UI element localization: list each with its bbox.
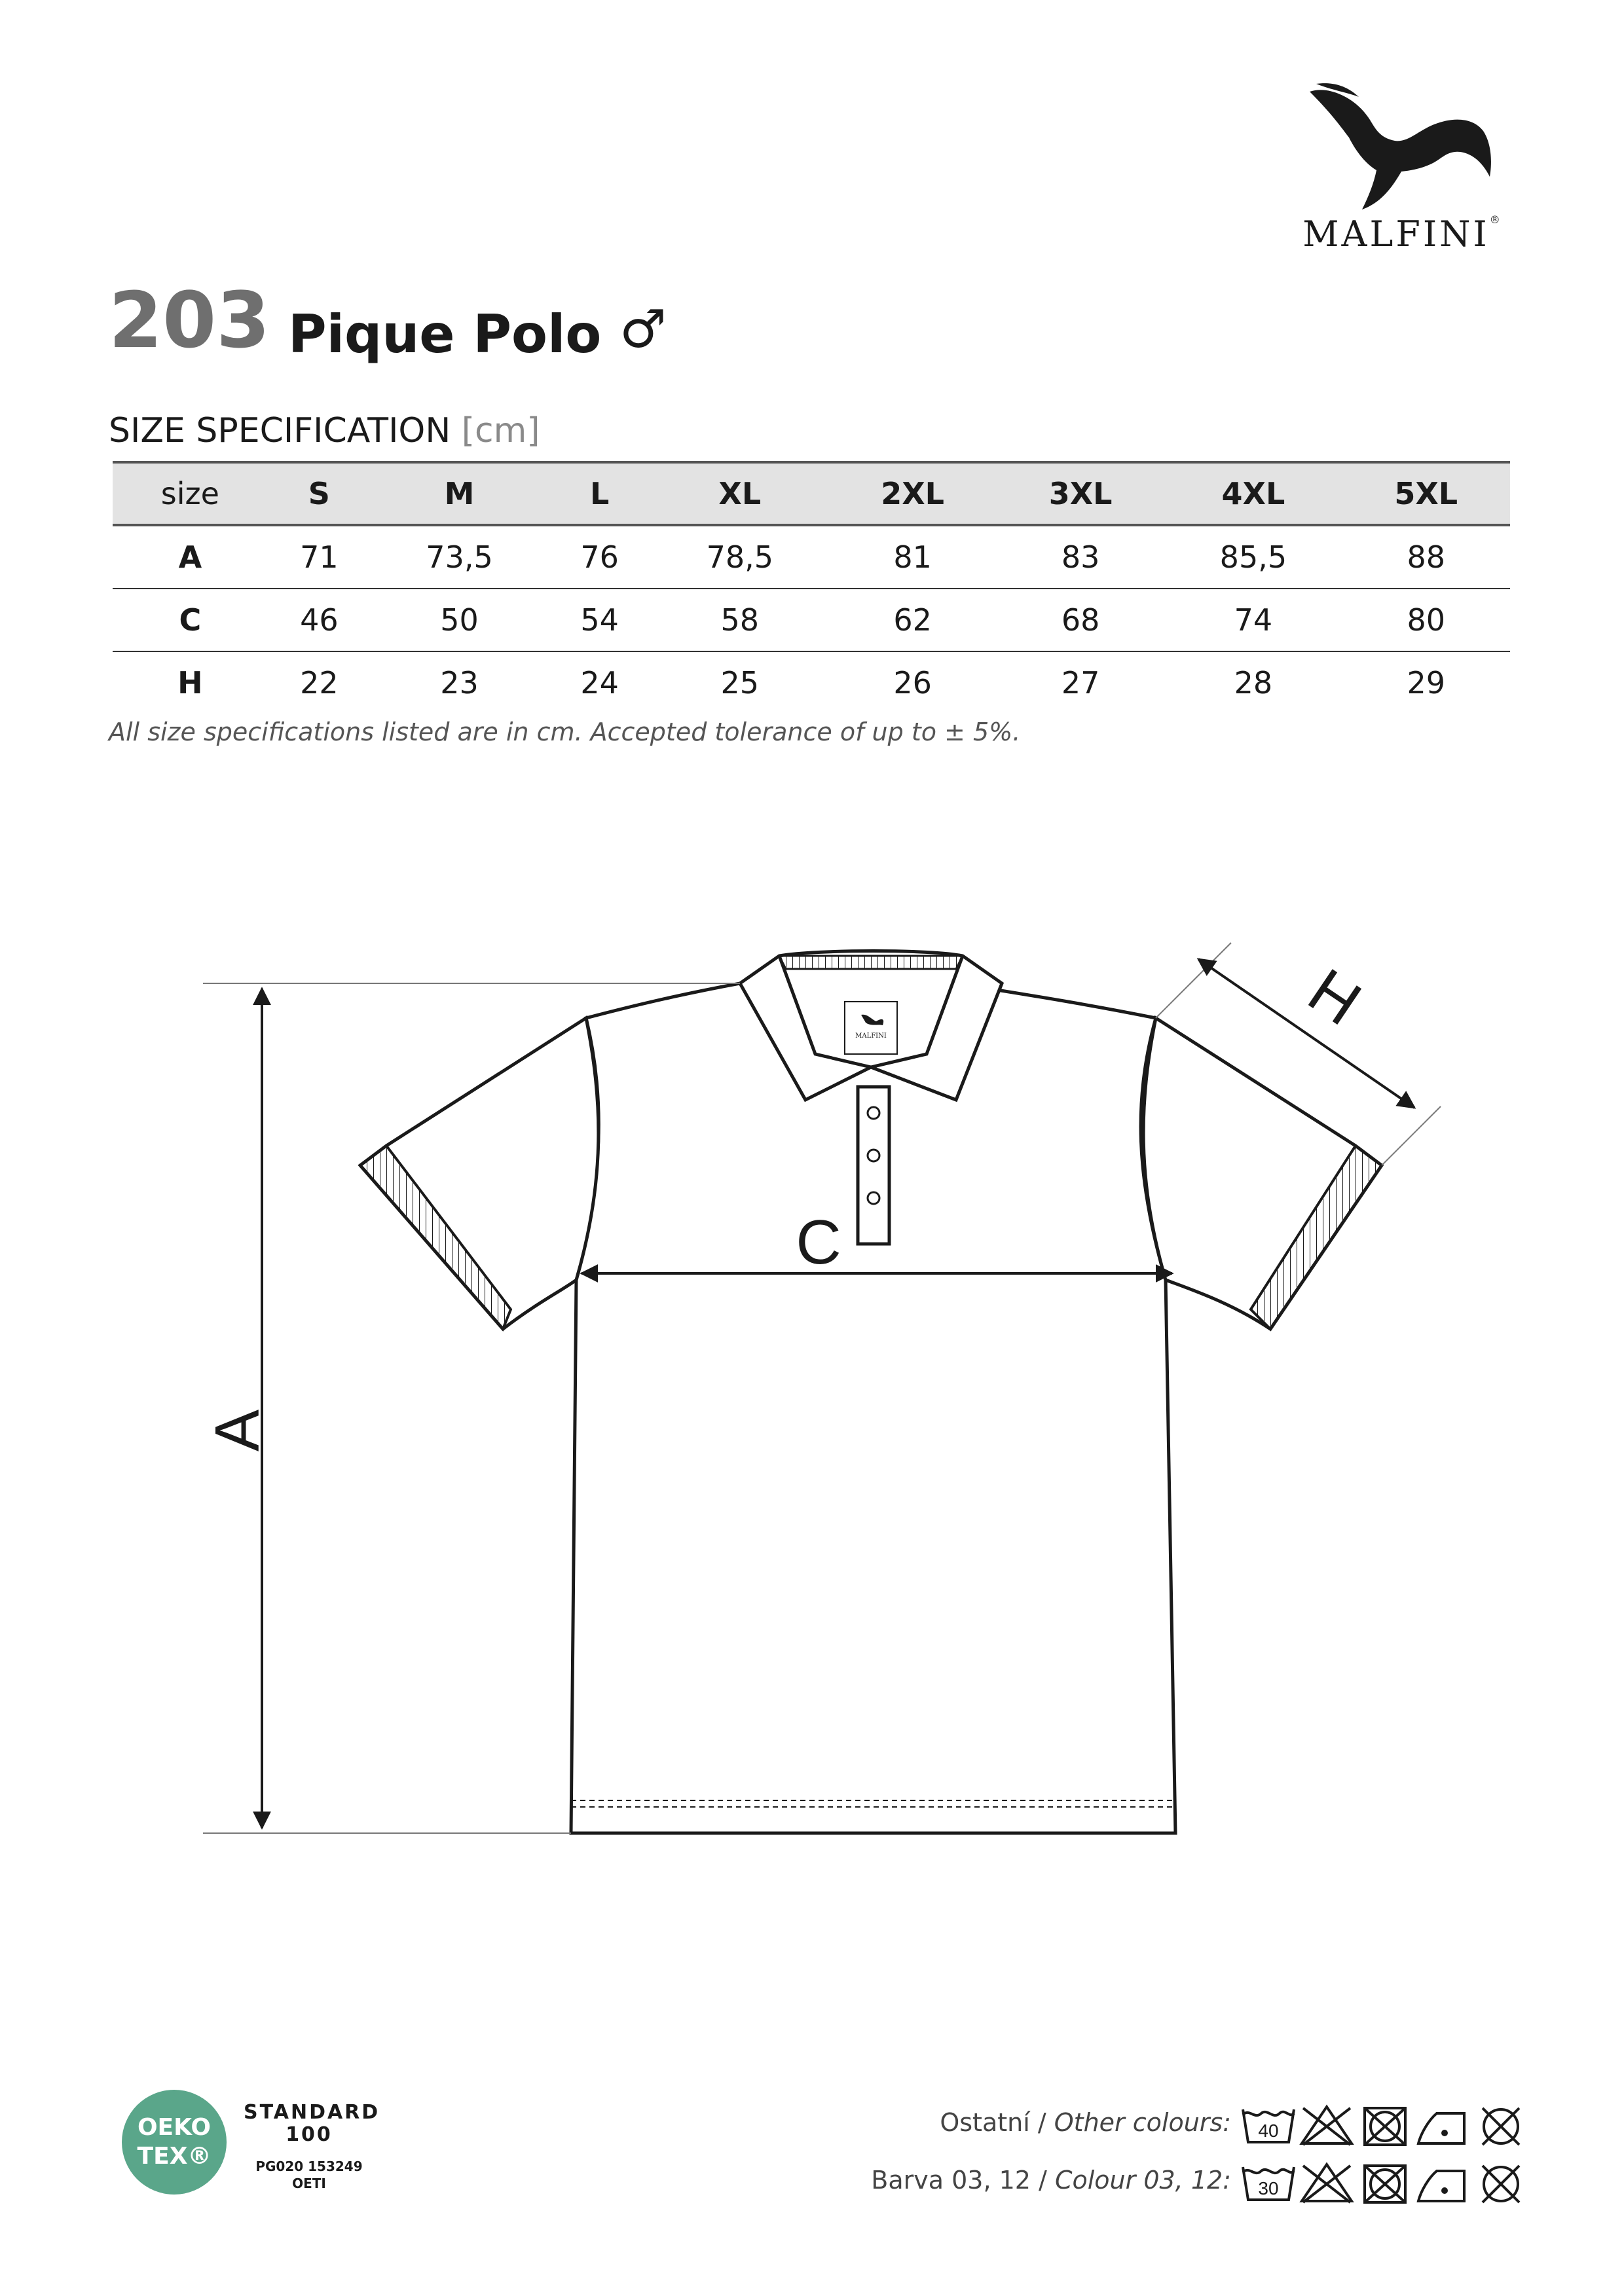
table-cell: 22	[300, 665, 339, 701]
table-cell: 88	[1342, 525, 1510, 589]
table-header-cell: M	[371, 462, 548, 525]
table-cell: 58	[651, 589, 828, 651]
eagle-icon	[1303, 79, 1500, 210]
care-icons-other	[1240, 2100, 1541, 2153]
table-cell: 68	[997, 589, 1165, 651]
product-name: Pique Polo	[288, 304, 602, 365]
h-guide-bottom	[1382, 1106, 1441, 1165]
no-dry-clean-icon	[1483, 2166, 1519, 2202]
table-cell: 23	[440, 665, 479, 701]
wash-icon	[1243, 2109, 1294, 2142]
care-row-colour	[851, 2158, 1545, 2210]
table-cell: 29	[1407, 665, 1445, 701]
no-bleach-icon	[1302, 2164, 1352, 2202]
table-header-cell: 4XL	[1164, 462, 1342, 525]
care-row-other	[851, 2100, 1545, 2153]
table-cell: 24	[580, 665, 619, 701]
oeko-line2: TEX®	[137, 2143, 212, 2170]
table-cell: 46	[268, 589, 371, 651]
male-icon: ♂	[619, 299, 667, 359]
care-icons-colour	[1240, 2158, 1541, 2210]
no-bleach-icon	[1302, 2107, 1352, 2145]
label-h: H	[1296, 955, 1373, 1039]
table-row	[113, 589, 1510, 651]
table-row	[113, 525, 1510, 589]
no-dry-clean-icon	[1483, 2108, 1519, 2145]
oeko-standard: STANDARD 100	[244, 2101, 380, 2146]
oeko-tex-badge	[122, 2090, 227, 2195]
table-cell: 85,5	[1164, 525, 1342, 589]
collar-rib	[779, 956, 963, 969]
table-cell: 80	[1342, 589, 1510, 651]
table-cell: 50	[371, 589, 548, 651]
no-tumble-dry-icon	[1365, 2108, 1405, 2145]
care-label-other: Ostatní / Other colours:	[940, 2108, 1231, 2137]
table-header-cell: 2XL	[828, 462, 997, 525]
brand-logo	[1283, 79, 1532, 255]
spec-heading: SIZE SPECIFICATION [cm]	[109, 411, 540, 450]
label-a: A	[202, 1409, 272, 1452]
table-cell: 78,5	[651, 525, 828, 589]
polo-outline	[360, 951, 1382, 1834]
brand-name: MALFINI®	[1302, 213, 1500, 255]
table-cell: 73,5	[371, 525, 548, 589]
table-header-cell: S	[268, 462, 371, 525]
product-code: 203	[109, 275, 270, 365]
table-cell: 76	[548, 525, 651, 589]
care-label-colour: Barva 03, 12 / Colour 03, 12:	[871, 2166, 1231, 2195]
table-row	[113, 651, 1510, 714]
table-header-row	[113, 462, 1510, 525]
table-cell: 54	[548, 589, 651, 651]
collar-tag-text: MALFINI	[855, 1032, 887, 1040]
polo-diagram	[0, 903, 1624, 1872]
row-label: H	[177, 665, 203, 701]
svg-text:40: 40	[1258, 2121, 1279, 2141]
table-cell: 83	[997, 525, 1165, 589]
table-cell: 71	[268, 525, 371, 589]
no-tumble-dry-icon	[1365, 2166, 1405, 2202]
table-header-cell: 3XL	[997, 462, 1165, 525]
table-cell: 74	[1164, 589, 1342, 651]
size-table	[113, 461, 1510, 714]
oeko-line1: OEKO	[137, 2114, 212, 2141]
iron-icon	[1418, 2113, 1464, 2143]
tolerance-note: All size specifications listed are in cm. Accepted tolerance of up to ± 5%.	[109, 718, 1021, 746]
iron-icon	[1418, 2171, 1464, 2201]
row-label: A	[113, 525, 268, 589]
table-cell: 81	[828, 525, 997, 589]
h-guide-top	[1156, 943, 1231, 1018]
table-cell: 62	[828, 589, 997, 651]
table-header-cell: 5XL	[1342, 462, 1510, 525]
table-header-cell: L	[548, 462, 651, 525]
svg-text:30: 30	[1258, 2178, 1279, 2198]
label-c: C	[796, 1207, 841, 1277]
table-header-cell: XL	[651, 462, 828, 525]
table-cell: 26	[893, 665, 932, 701]
oeko-tex-certification	[122, 2090, 380, 2201]
row-label: C	[113, 589, 268, 651]
table-header-cell: size	[113, 462, 268, 525]
table-cell: 27	[1061, 665, 1100, 701]
table-cell: 28	[1234, 665, 1273, 701]
table-cell: 25	[720, 665, 760, 701]
wash-icon	[1243, 2167, 1294, 2200]
collar-tag	[845, 1002, 897, 1054]
oeko-cert-number: PG020 153249 OETI	[255, 2159, 363, 2191]
